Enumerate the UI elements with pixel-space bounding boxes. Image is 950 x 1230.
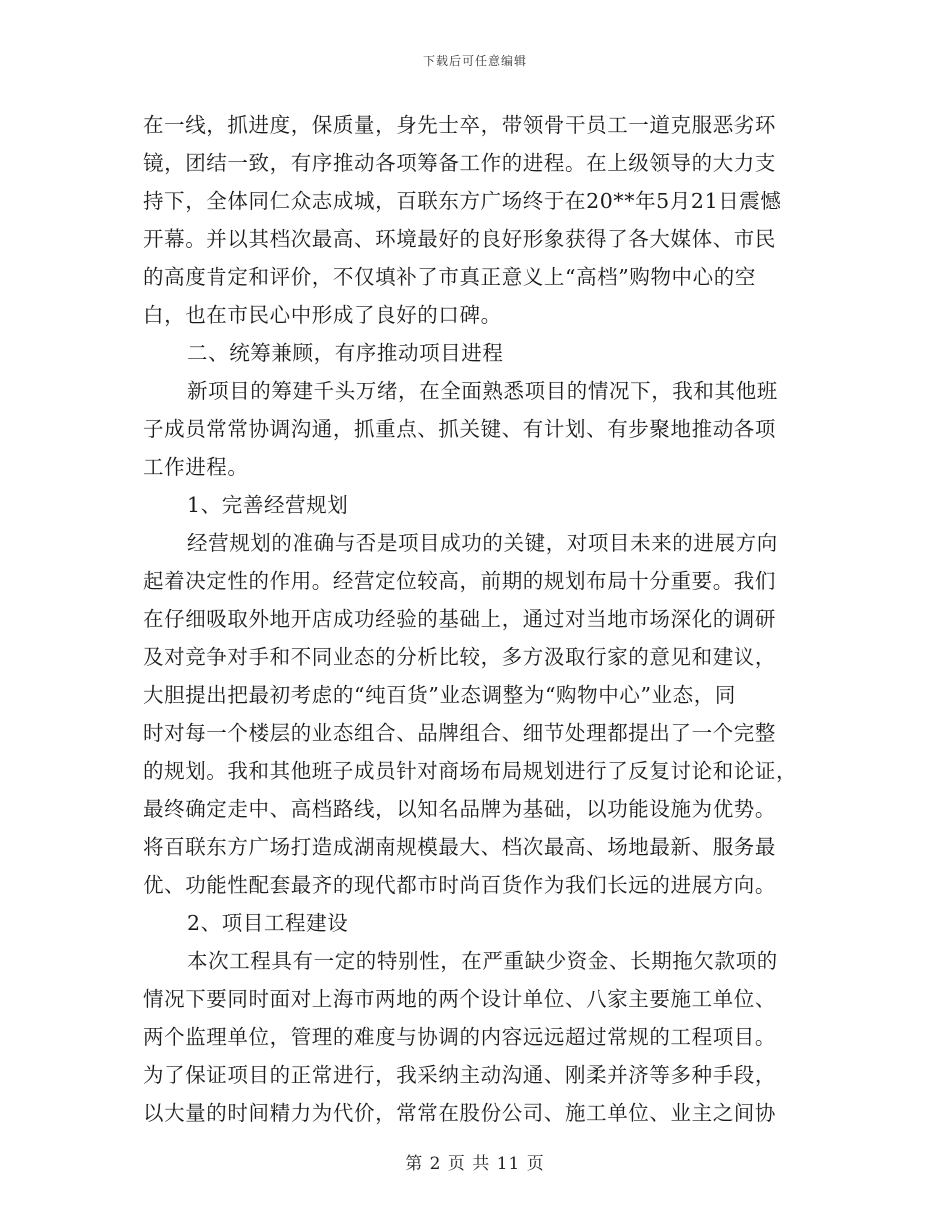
text-line: 以大量的时间精力为代价，常常在股份公司、施工单位、业主之间协 xyxy=(143,1101,776,1125)
text-line: 时对每一个楼层的业态组合、品牌组合、细节处理都提出了一个完整 xyxy=(143,721,776,745)
text-line: 子成员常常协调沟通，抓重点、抓关键、有计划、有步聚地推动各项 xyxy=(143,417,776,441)
page-number-footer: 第 2 页 共 11 页 xyxy=(405,1154,545,1174)
text-line: 镜，团结一致，有序推动各项筹备工作的进程。在上级领导的大力支 xyxy=(143,151,776,175)
text-line: 开幕。并以其档次最高、环境最好的良好形象获得了各大媒体、市民 xyxy=(143,227,776,251)
section-heading: 二、统筹兼顾，有序推动项目进程 xyxy=(187,341,504,365)
document-body xyxy=(143,106,807,1132)
text-line: 经营规划的准确与否是项目成功的关键，对项目未来的进展方向 xyxy=(187,531,778,555)
text-line: 起着决定性的作用。经营定位较高，前期的规划布局十分重要。我们 xyxy=(143,569,776,593)
text-line: 的高度肯定和评价，不仅填补了市真正意义上“高档”购物中心的空 xyxy=(143,265,756,289)
text-line: 在一线，抓进度，保质量，身先士卒，带领骨干员工一道克服恶劣环 xyxy=(143,113,776,137)
text-line: 将百联东方广场打造成湖南规模最大、档次最高、场地最新、服务最 xyxy=(143,835,776,859)
page-header: 下载后可任意编辑 xyxy=(422,54,527,68)
text-line: 的规划。我和其他班子成员针对商场布局规划进行了反复讨论和论证， xyxy=(143,759,798,783)
text-line: 最终确定走中、高档路线，以知名品牌为基础，以功能设施为优势。 xyxy=(143,797,776,821)
text-line: 为了保证项目的正常进行，我采纳主动沟通、刚柔并济等多种手段， xyxy=(143,1063,776,1087)
text-line: 情况下要同时面对上海市两地的两个设计单位、八家主要施工单位、 xyxy=(143,987,776,1011)
text-line: 新项目的筹建千头万绪，在全面熟悉项目的情况下，我和其他班 xyxy=(187,379,778,403)
text-line: 白，也在市民心中形成了良好的口碑。 xyxy=(143,303,502,327)
text-line: 及对竞争对手和不同业态的分析比较，多方汲取行家的意见和建议， xyxy=(143,645,776,669)
text-line: 在仔细吸取外地开店成功经验的基础上，通过对当地市场深化的调研 xyxy=(143,607,776,631)
text-line: 持下，全体同仁众志成城，百联东方广场终于在20**年5月21日震憾 xyxy=(143,189,782,213)
text-line: 优、功能性配套最齐的现代都市时尚百货作为我们长远的进展方向。 xyxy=(143,873,776,897)
subsection-heading: 2、项目工程建设 xyxy=(187,911,349,935)
subsection-heading: 1、完善经营规划 xyxy=(187,493,349,517)
text-line: 两个监理单位，管理的难度与协调的内容远远超过常规的工程项目。 xyxy=(143,1025,776,1049)
text-line: 本次工程具有一定的特别性，在严重缺少资金、长期拖欠款项的 xyxy=(187,949,778,973)
text-line: 工作进程。 xyxy=(143,455,249,479)
text-line: 大胆提出把最初考虑的“纯百货”业态调整为“购物中心”业态，同 xyxy=(143,683,736,707)
